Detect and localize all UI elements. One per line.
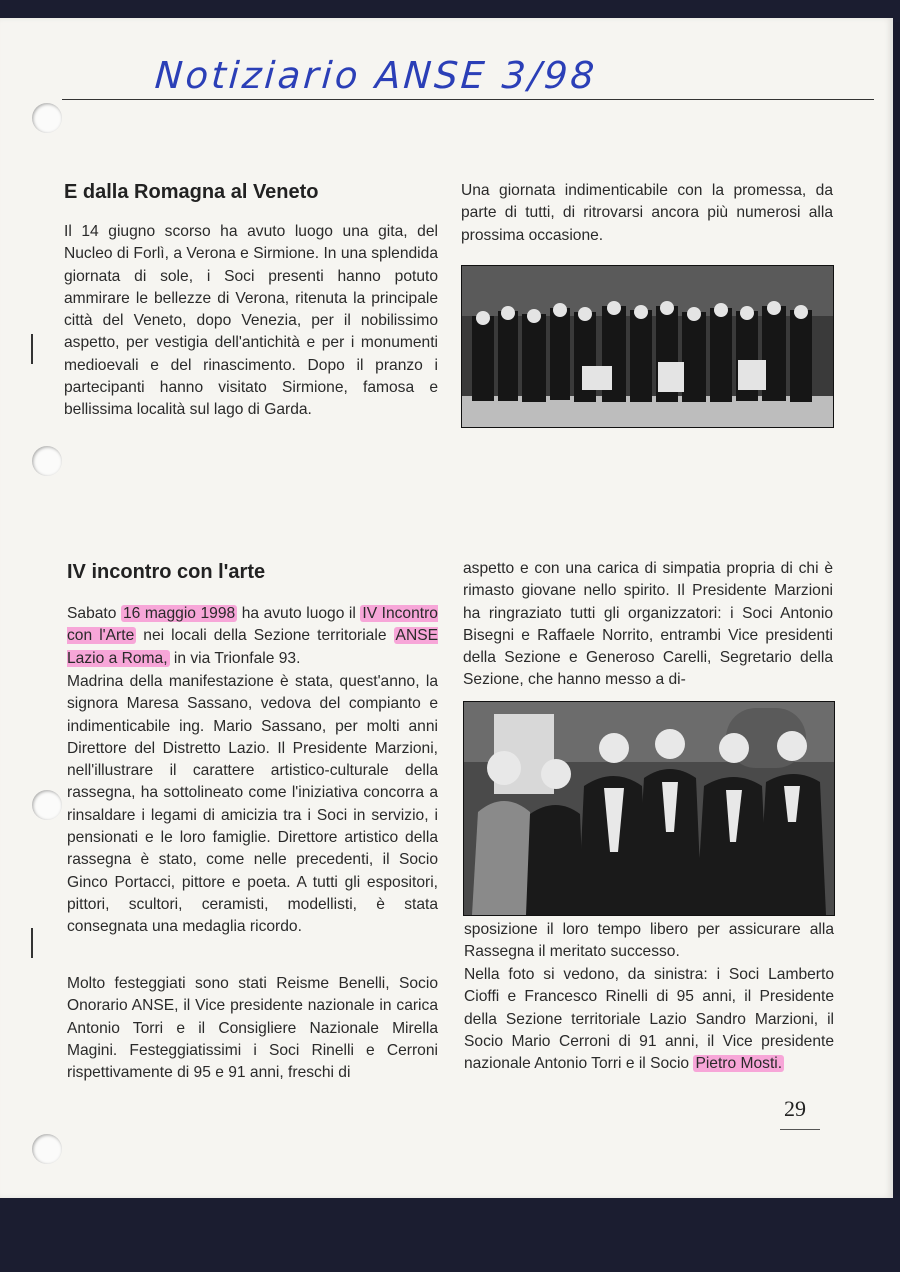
article2-paragraph1	[67, 603, 438, 670]
page-number-rule	[780, 1129, 820, 1130]
photo-caption	[464, 964, 834, 1075]
page-number: 29	[784, 1096, 806, 1121]
article1-title: E dalla Romagna al Veneto	[64, 181, 319, 203]
punch-hole	[32, 103, 62, 133]
margin-mark	[31, 334, 33, 364]
header-rule	[62, 99, 874, 100]
group-photo-verona	[461, 265, 834, 428]
margin-mark	[31, 928, 33, 958]
highlight-event: IV Incontro con l'Arte	[67, 605, 438, 645]
article1-continuation: Una giornata indimenticabile con la promessa, da parte di tutti, di ritrovarsi ancora più numerosi alla prossima occasione.	[461, 182, 833, 244]
highlight-date: 16 maggio 1998	[122, 605, 236, 622]
group-photo-six-men-image	[464, 702, 834, 915]
article2-p1-mid2: nei locali della Sezione territoriale	[136, 627, 394, 645]
article2-p1-after: in via Trionfale 93.	[169, 649, 301, 667]
article2-title: IV incontro con l'arte	[67, 561, 266, 583]
highlight-name: Pietro Mosti.	[695, 1055, 783, 1073]
handwritten-title: Notiziario ANSE 3/98	[153, 54, 599, 97]
article2-right-paragraph2: sposizione il loro tempo libero per assicurare alla Rassegna il meritato successo.	[464, 921, 834, 961]
article2-paragraph3: Molto festeggiati sono stati Reisme Benelli, Socio Onorario ANSE, il Vice presidente nazionale in carica Antonio Torri e il Consigliere Nazionale Mirella Magini. Festeggiatissimi i Soci Rinelli e Cerroni rispettivamente di 95 e 91 anni, freschi di	[67, 975, 438, 1082]
group-photo-verona-image	[462, 266, 833, 427]
article2-p1-before: Sabato	[67, 605, 121, 622]
highlight-place: ANSE Lazio a Roma,	[67, 627, 439, 667]
article2-right-paragraph1: aspetto e con una carica di simpatia propria di chi è rimasto giovane nello spirito. Il Presidente Marzioni ha ringraziato tutti gli organizzatori: i Soci Antonio Bisegni e Raffaele Norrito, entrambi Vice presidenti della Sezione e Generoso Carelli, Segretario della Sezione, che hanno messo a di-	[463, 560, 833, 689]
article2-p1-mid1: ha avuto luogo il	[237, 605, 361, 622]
photo-caption-text: Nella foto si vedono, da sinistra: i Soci Lamberto Cioffi e Francesco Rinelli di 95 anni, il Presidente della Sezione territoriale Lazio Sandro Marzioni, il Socio Mario Cerroni di 91 anni, il Vice presidente nazionale Antonio Torri e il Socio	[464, 966, 834, 1073]
article1-body: Il 14 giugno scorso ha avuto luogo una gita, del Nucleo di Forlì, a Verona e Sirmione. In una splendida giornata di sole, i Soci presenti hanno potuto ammirare le bellezze di Verona, ritenuta la principale città del Veneto, dopo Venezia, per il nobilissimo aspetto, per vestigia dell'antichità e per i monumenti medioevali e del rinascimento. Dopo il pranzo i partecipanti hanno visitato Sirmione, famosa e bellissima località sul lago di Garda.	[64, 223, 438, 419]
punch-hole	[32, 1134, 62, 1164]
punch-hole	[32, 446, 62, 476]
group-photo-six-men	[463, 701, 835, 916]
article2-paragraph2: Madrina della manifestazione è stata, quest'anno, la signora Maresa Sassano, vedova del compianto e indimenticabile ing. Mario Sassano, per molti anni Direttore del Distretto Lazio. Il Presidente Marzioni, nell'illustrare il carattere artistico-culturale della rassegna, ha sottolineato come l'iniziativa concorra a rinsaldare i legami di amicizia tra i Soci in servizio, i pensionati e le loro famiglie. Direttore artistico della rassegna è stato, come nelle precedenti, il Socio Ginco Portacci, pittore e poeta. A tutti gli espositori, pittori, scultori, ceramisti, modellisti, è stata consegnata una medaglia ricordo.	[67, 673, 438, 936]
scan-bottom-band	[0, 1196, 900, 1272]
punch-hole	[32, 790, 62, 820]
